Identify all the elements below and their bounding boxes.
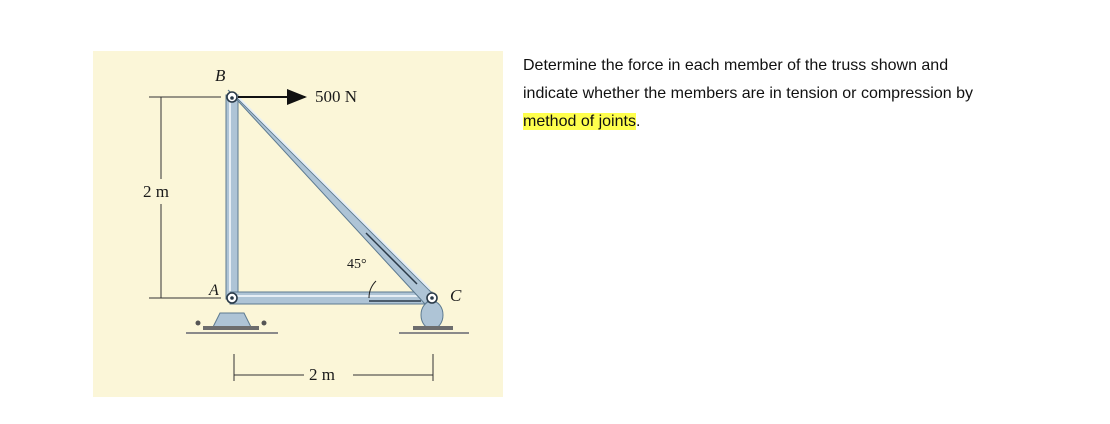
joint-a-pin — [230, 296, 234, 300]
label-a: A — [209, 282, 219, 299]
problem-text: Determine the force in each member of the truss shown and indicate whether the members are in tension or compression by — [523, 57, 973, 102]
label-load: 500 N — [315, 87, 358, 106]
label-c: C — [450, 286, 462, 305]
member-ab — [226, 95, 238, 299]
problem-period: . — [635, 113, 641, 130]
truss-drawing — [93, 51, 503, 397]
problem-statement — [523, 52, 993, 136]
joint-b-pin — [230, 96, 234, 100]
label-width: 2 m — [309, 365, 335, 384]
label-height: 2 m — [143, 182, 169, 201]
joint-c-pin — [430, 296, 434, 300]
label-angle: 45° — [347, 257, 367, 272]
highlighted-phrase: method of joints — [523, 113, 636, 130]
support-a — [186, 313, 278, 334]
member-bc — [228, 90, 434, 304]
member-ac — [230, 292, 432, 304]
truss-figure — [93, 51, 503, 397]
label-b: B — [215, 66, 226, 85]
